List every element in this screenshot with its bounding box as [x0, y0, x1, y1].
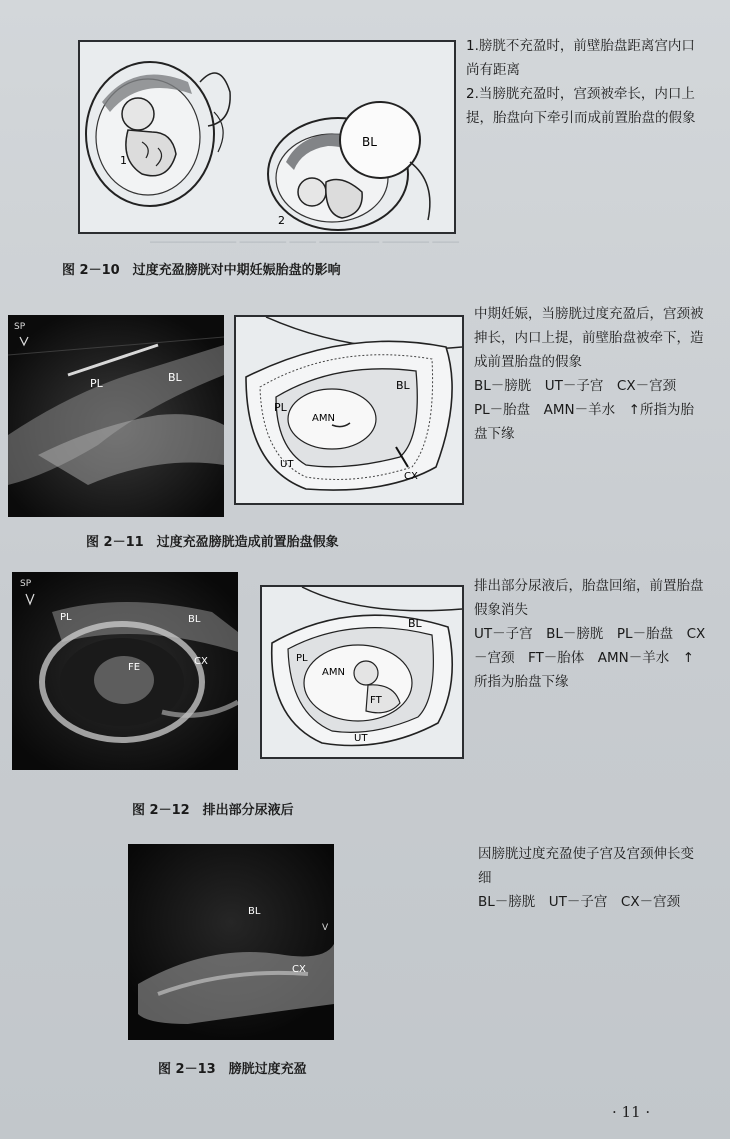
fig-2-12-desc-text: 排出部分尿液后，胎盘回缩，前置胎盘假象消失: [474, 578, 704, 618]
fig-2-11-us-bl-label: BL: [168, 371, 182, 384]
fig-2-12-caption: 图 2－12 排出部分尿液后: [132, 803, 294, 818]
fig-2-12-sketch: [260, 585, 464, 759]
fig-2-12-sp-label: SP: [20, 579, 32, 589]
page-number: · 11 ·: [612, 1103, 651, 1121]
fig-2-10-notes: [466, 34, 706, 130]
fig-2-12-us-bl-label: BL: [188, 614, 201, 625]
fig-2-13-ultrasound-image: [128, 844, 334, 1040]
fig-2-12-description: [474, 574, 706, 694]
fig-2-10-label-1: 1: [120, 154, 127, 167]
fig-2-11-sp-label: SP: [14, 322, 26, 332]
fig-2-10-bl-label: BL: [362, 135, 377, 149]
fig-2-11-legend: BL－膀胱 UT－子宫 CX－宫颈 PL－胎盘 AMN－羊水 ↑所指为胎盘下缘: [474, 378, 694, 442]
fig-2-10-label-2: 2: [278, 214, 285, 227]
fig-2-10-note-2: 2.当膀胱充盈时，宫颈被牵长，内口上提，胎盘向下牵引而成前置胎盘的假象: [466, 86, 696, 126]
fig-2-11-sketch-amn: AMN: [312, 413, 335, 424]
fig-2-12-us-pl-label: PL: [60, 612, 72, 623]
fig-2-13-desc-text: 因膀胱过度充盈使子宫及宫颈伸长变细: [478, 846, 694, 886]
bleed-through-text: ───────────── ─────── ──── ───────── ─────── ────: [150, 236, 459, 249]
fig-2-11-sketch: [234, 315, 464, 505]
fig-2-13-ultrasound: [128, 844, 334, 1040]
fig-2-11-sketch-cx: CX: [404, 471, 418, 482]
fig-2-12-sketch-ut: UT: [354, 733, 368, 744]
fig-2-11-us-pl-label: PL: [90, 377, 103, 390]
fig-2-12-sketch-pl: PL: [296, 653, 308, 664]
fig-2-11-sketch-bl: BL: [396, 379, 410, 392]
fig-2-11-sketch-drawing: [236, 317, 462, 503]
fig-2-12-sketch-ft: FT: [370, 695, 382, 706]
fig-2-10-note-1: 1.膀胱不充盈时，前壁胎盘距离宫内口尚有距离: [466, 38, 695, 78]
fig-2-11-ultrasound: [8, 315, 224, 517]
fig-2-12-sketch-bl: BL: [408, 617, 422, 630]
fig-2-11-ultrasound-image: [8, 315, 224, 517]
fig-2-12-ultrasound-image: [12, 572, 238, 770]
fig-2-13-us-cx-label: CX: [292, 964, 306, 975]
fig-2-12-ultrasound: [12, 572, 238, 770]
fig-2-13-us-bl-label: BL: [248, 906, 261, 917]
fig-2-13-caption: 图 2－13 膀胱过度充盈: [158, 1062, 307, 1077]
fig-2-12-sketch-amn: AMN: [322, 667, 345, 678]
fig-2-13-description: [478, 842, 706, 914]
fig-2-11-sketch-ut: UT: [280, 459, 294, 470]
fig-2-12-sketch-drawing: [262, 587, 462, 757]
fig-2-12-legend: UT－子宫 BL－膀胱 PL－胎盘 CX－宫颈 FT－胎体 AMN－羊水 ↑所指为胎盘下缘: [474, 626, 706, 690]
fig-2-12-us-cx-label: CX: [194, 656, 208, 667]
fig-2-11-description: [474, 302, 704, 446]
fig-2-13-v-label: V: [322, 923, 329, 933]
fig-2-10-drawing: [78, 40, 456, 234]
fig-2-11-desc-text: 中期妊娠，当膀胱过度充盈后，宫颈被抻长，内口上提，前壁胎盘被牵下，造成前置胎盘的假象: [474, 306, 704, 370]
fig-2-10-caption: 图 2－10 过度充盈膀胱对中期妊娠胎盘的影响: [62, 263, 341, 278]
fig-2-11-sketch-pl: PL: [274, 401, 287, 414]
fig-2-12-us-fe-label: FE: [128, 662, 141, 673]
fig-2-13-legend: BL－膀胱 UT－子宫 CX－宫颈: [478, 894, 681, 910]
fig-2-11-caption: 图 2－11 过度充盈膀胱造成前置胎盘假象: [86, 535, 339, 550]
fig-2-10-illustration: [80, 42, 454, 232]
